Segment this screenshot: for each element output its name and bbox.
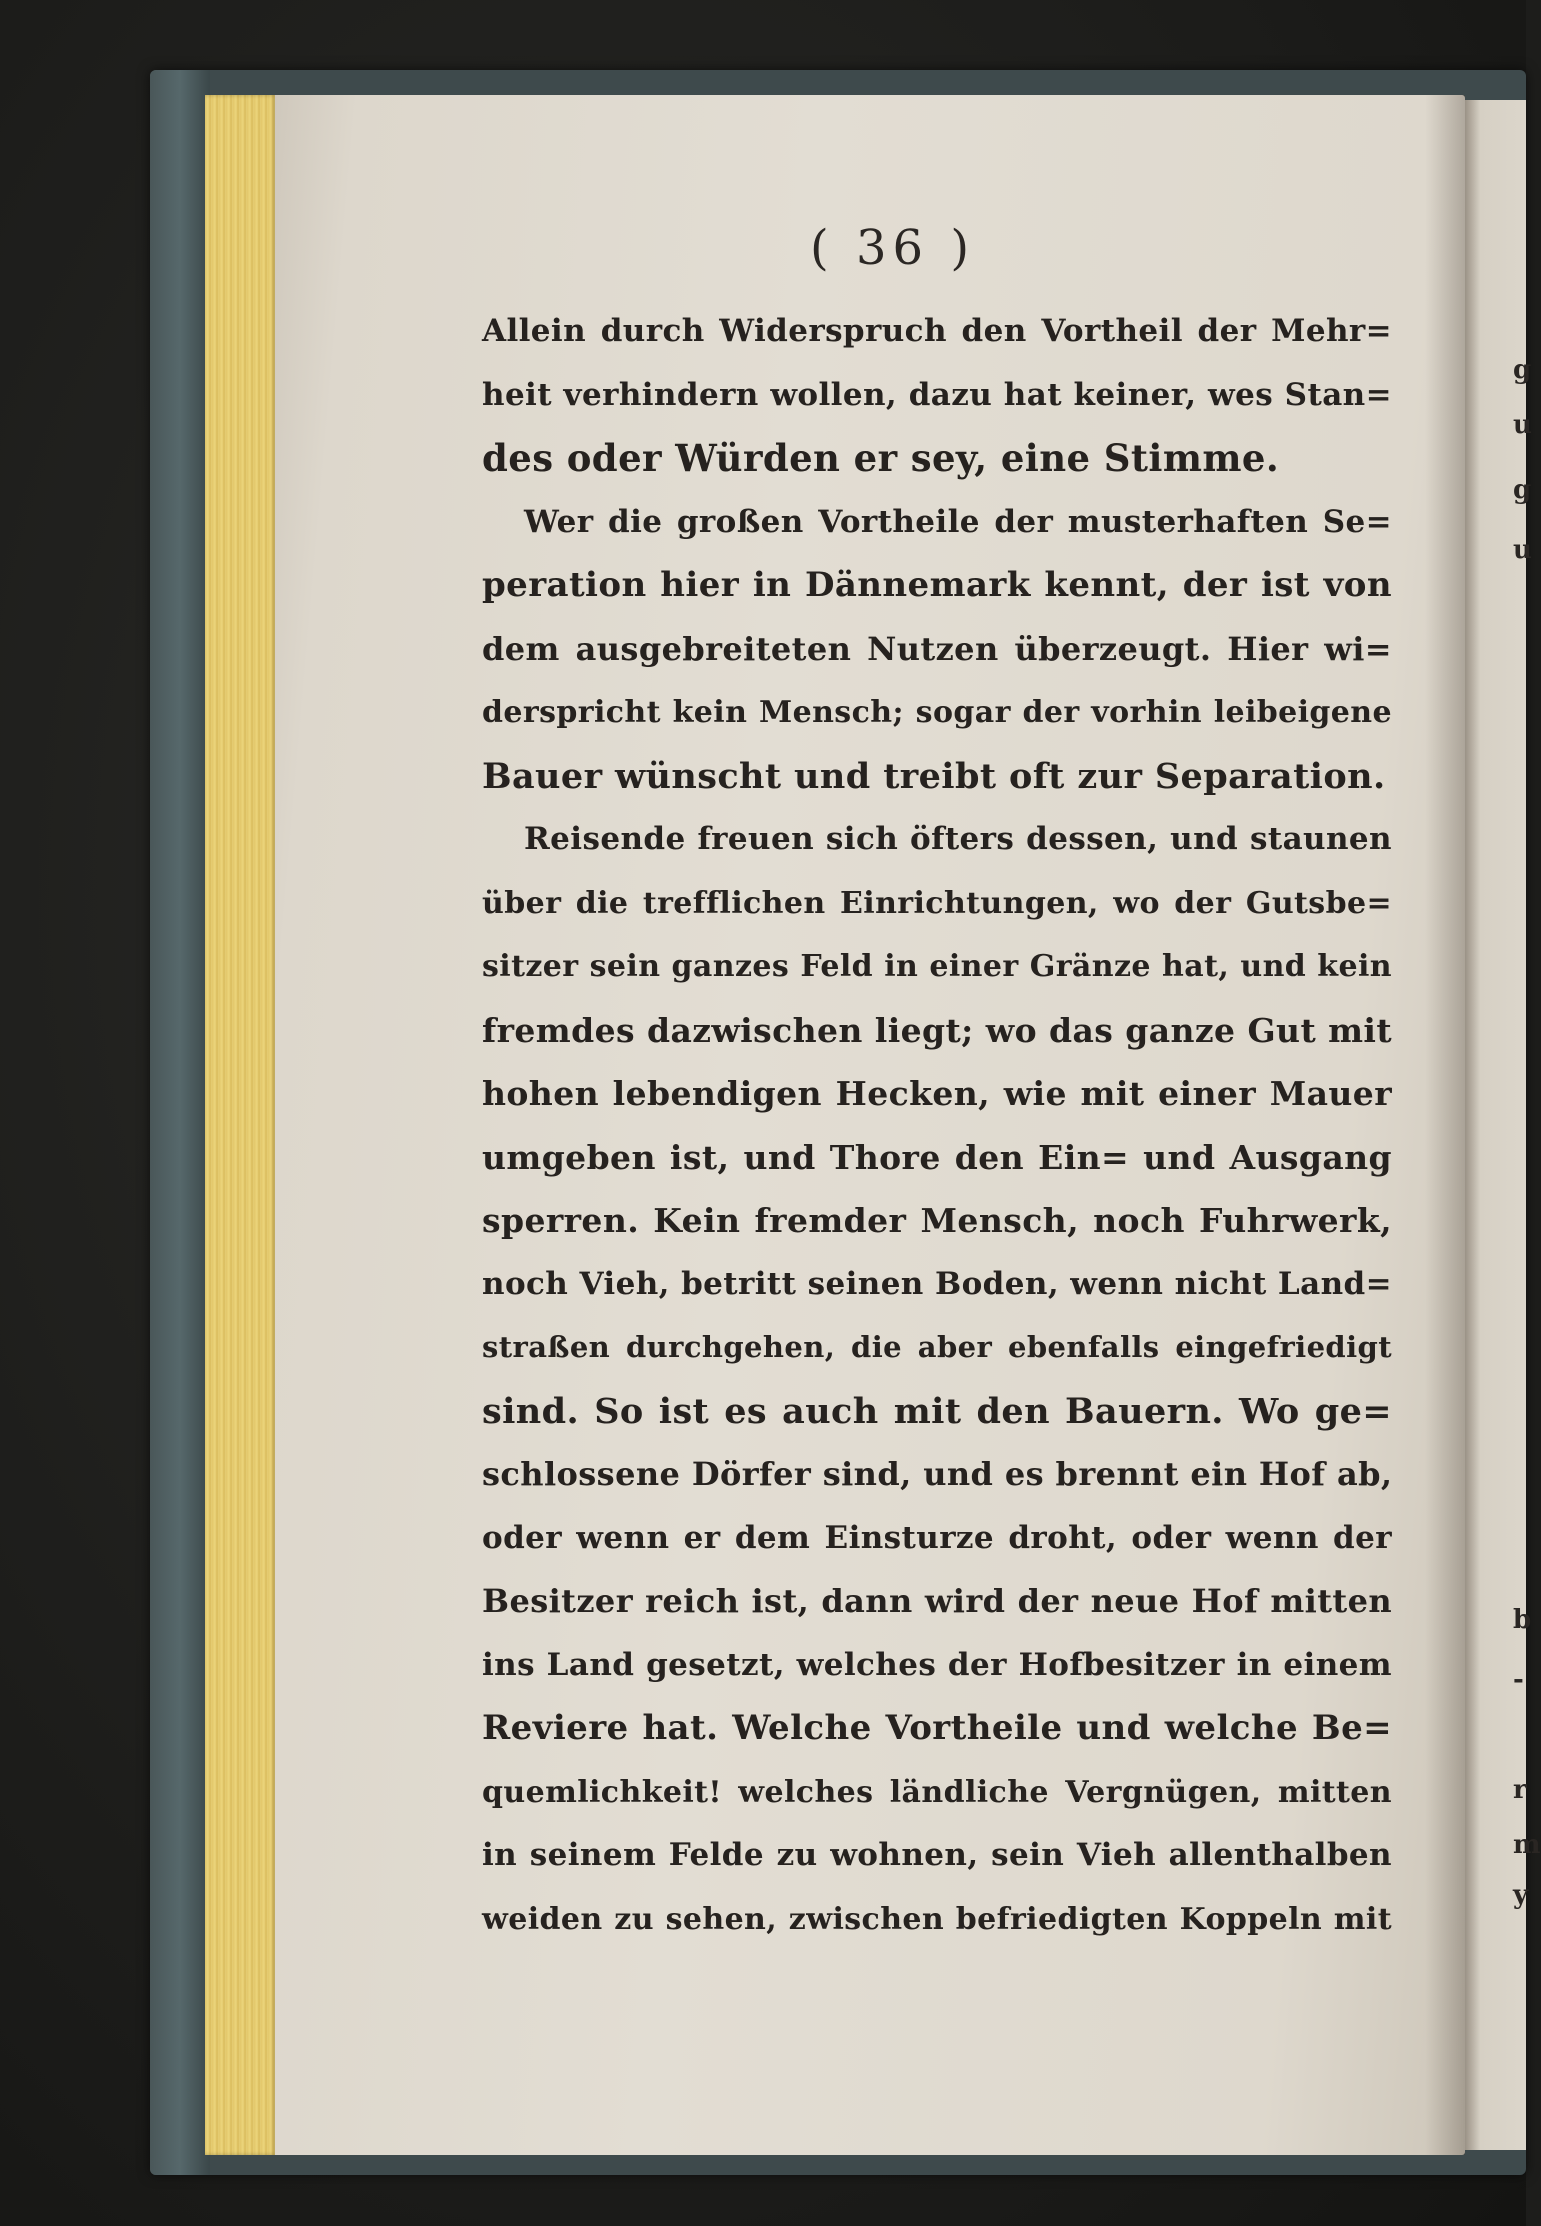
text-line: des oder Würden er sey, eine Stimme. [482,436,1280,480]
text-line: schlossene Dörfer sind, und es brennt ein Hof ab, [482,1455,1393,1493]
facing-fragment: r [1513,1775,1527,1805]
text-line: oder wenn er dem Einsturze droht, oder wenn der [482,1519,1392,1556]
text-line: heit verhindern wollen, dazu hat keiner, wes Stan= [482,376,1392,413]
text-line: umgeben ist, und Thore den Ein= und Ausgang [482,1137,1392,1177]
text-line: Wer die großen Vortheile der musterhaften Se= [524,503,1392,540]
text-line: Allein durch Widerspruch den Vortheil der Mehr= [482,313,1392,349]
text-line: straßen durchgehen, die aber ebenfalls eingefriedigt [482,1330,1392,1364]
text-line: in seinem Felde zu wohnen, sein Vieh allenthalben [482,1837,1392,1873]
text-line: sitzer sein ganzes Feld in einer Gränze hat, und kein [482,949,1392,984]
cover-spine-edge [150,70,210,2175]
text-line: quemlichkeit! welches ländliche Vergnügen, mitten [482,1774,1392,1810]
facing-fragment: m [1513,1830,1541,1860]
gilt-page-edges [205,95,277,2155]
facing-fragment: g [1513,355,1532,385]
facing-fragment: y [1513,1880,1529,1910]
text-line: Besitzer reich ist, dann wird der neue Hof mitten [482,1582,1392,1620]
text-line: ins Land gesetzt, welches der Hofbesitzer in einem [482,1646,1392,1683]
page-body-text [482,300,1392,1951]
text-line: weiden zu sehen, zwischen befriedigten Koppeln mit [482,1901,1392,1937]
text-line: derspricht kein Mensch; sogar der vorhin leibeigene [482,695,1392,730]
facing-fragment: b [1513,1605,1532,1635]
text-line: über die trefflichen Einrichtungen, wo der Gutsbe= [482,885,1392,921]
facing-fragment: g [1513,475,1532,505]
text-line: peration hier in Dännemark kennt, der ist von [482,565,1392,605]
text-line: sind. So ist es auch mit den Bauern. Wo ge= [482,1390,1392,1432]
page-number-header: ( 36 ) [810,220,976,276]
text-line: dem ausgebreiteten Nutzen überzeugt. Hier wi= [482,629,1392,668]
text-line: Bauer wünscht und treibt oft zur Separation. [482,755,1386,797]
facing-fragment: u [1513,535,1532,565]
facing-fragment: u [1513,410,1532,440]
text-line: sperren. Kein fremder Mensch, noch Fuhrwerk, [482,1201,1392,1240]
text-line: fremdes dazwischen liegt; wo das ganze Gut mit [482,1010,1392,1050]
facing-fragment: - [1513,1665,1524,1695]
text-line: Reisende freuen sich öfters dessen, und staunen [524,821,1392,857]
text-line: hohen lebendigen Hecken, wie mit einer Mauer [482,1074,1392,1113]
text-line: Reviere hat. Welche Vortheile und welche Be= [482,1708,1392,1748]
text-line: noch Vieh, betritt seinen Boden, wenn nicht Land= [482,1265,1392,1302]
